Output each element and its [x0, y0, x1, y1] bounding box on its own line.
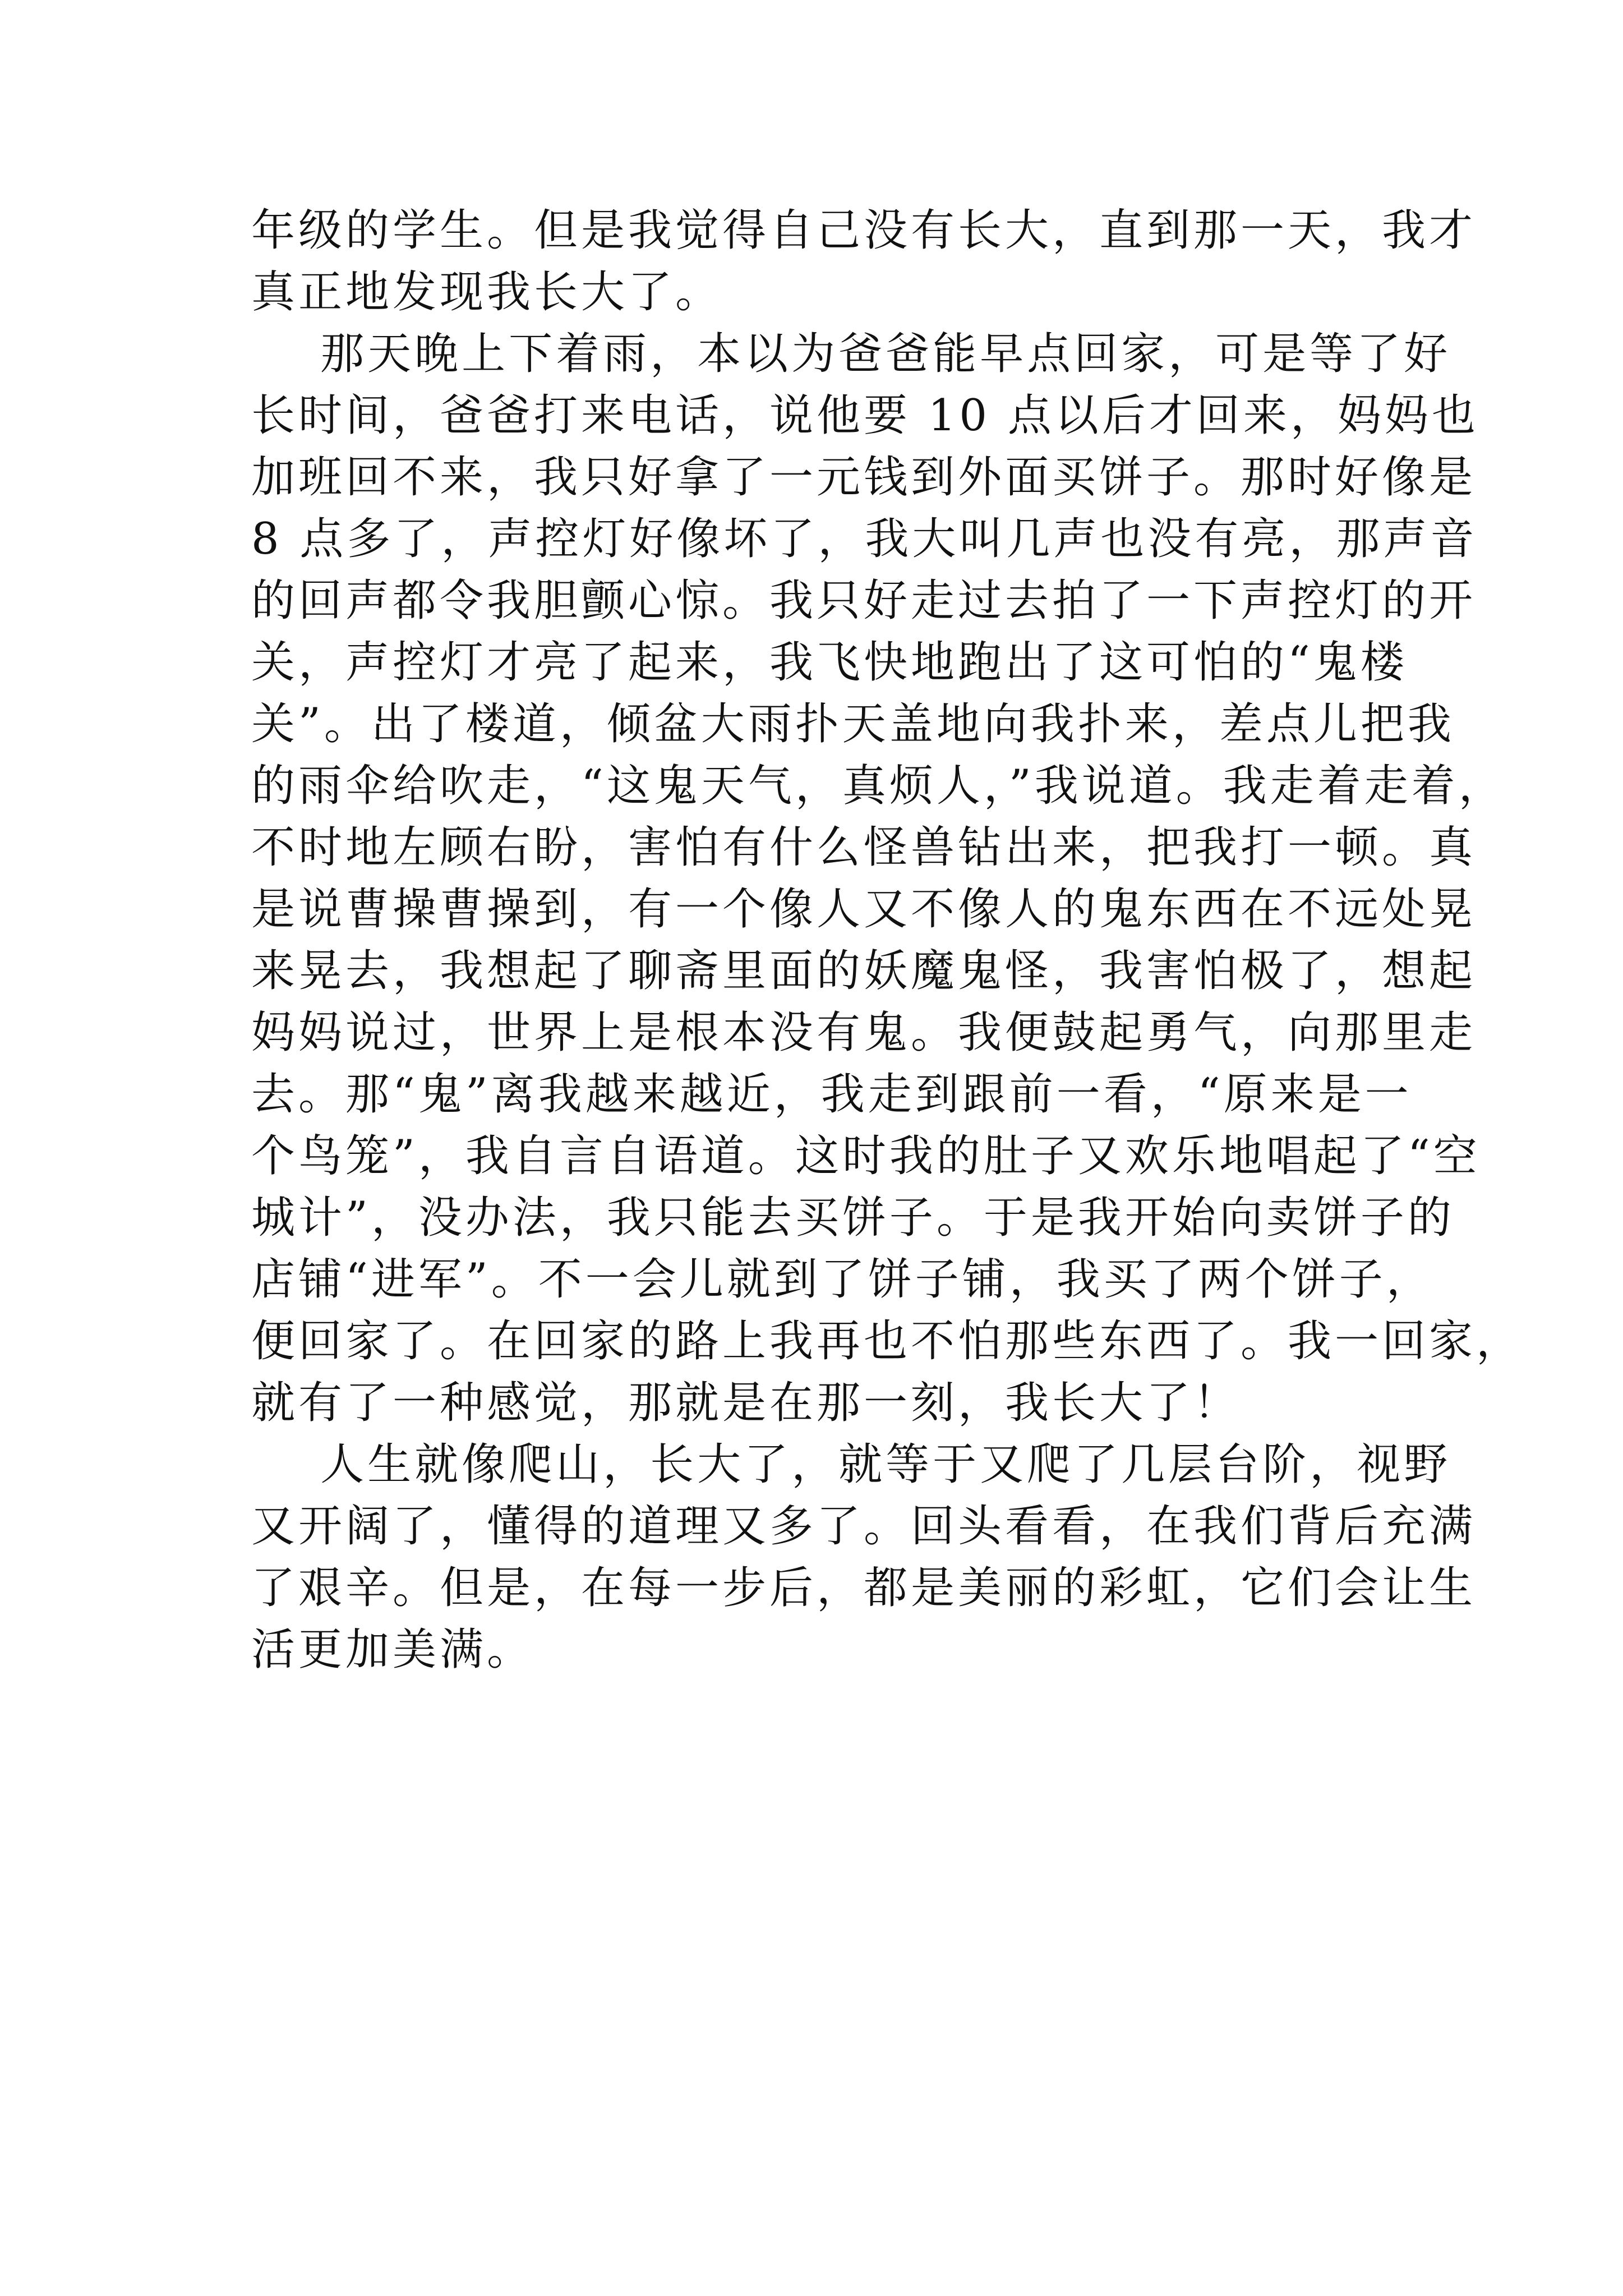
- text-line: 关”。出了楼道，倾盆大雨扑天盖地向我扑来，差点儿把我: [251, 699, 1455, 749]
- text-line: 的雨伞给吹走，“这鬼天气，真烦人，”我说道。我走着走着，: [251, 761, 1506, 811]
- text-line: 个鸟笼”，我自言自语道。这时我的肚子又欢乐地唱起了“空: [251, 1131, 1481, 1181]
- text-line: 城计”，没办法，我只能去买饼子。于是我开始向卖饼子的: [251, 1193, 1455, 1243]
- text-line: 便回家了。在回家的路上我再也不怕那些东西了。我一回家，: [251, 1316, 1524, 1366]
- text-line: 长时间，爸爸打来电话，说他要 10 点以后才回来，妈妈也: [251, 390, 1479, 441]
- text-line: 去。那“鬼”离我越来越近，我走到跟前一看，“原来是一: [251, 1069, 1412, 1120]
- text-line: 关，声控灯才亮了起来，我飞快地跑出了这可怕的“鬼楼: [251, 637, 1408, 688]
- text-line: 妈妈说过，世界上是根本没有鬼。我便鼓起勇气，向那里走: [251, 1007, 1477, 1058]
- text-line: 是说曹操曹操到，有一个像人又不像人的鬼东西在不远处晃: [251, 884, 1477, 935]
- text-line: 了艰辛。但是，在每一步后，都是美丽的彩虹，它们会让生: [251, 1563, 1477, 1613]
- paragraph-start-line: 人生就像爬山，长大了，就等于又爬了几层台阶，视野: [251, 1439, 1451, 1490]
- text-line: 8 点多了，声控灯好像坏了，我大叫几声也没有亮，那声音: [251, 514, 1478, 564]
- text-line: 年级的学生。但是我觉得自己没有长大，直到那一天，我才: [251, 205, 1477, 256]
- text-line: 的回声都令我胆颤心惊。我只好走过去拍了一下声控灯的开: [251, 576, 1477, 626]
- text-line: 来晃去，我想起了聊斋里面的妖魔鬼怪，我害怕极了，想起: [251, 946, 1477, 996]
- text-line: 不时地左顾右盼，害怕有什么怪兽钻出来，把我打一顿。真: [251, 822, 1477, 873]
- text-line: 店铺“进军”。不一会儿就到了饼子铺，我买了两个饼子，: [251, 1254, 1433, 1305]
- text-line: 真正地发现我长大了。: [251, 267, 723, 318]
- body-text: [251, 200, 1524, 1681]
- text-line: 就有了一种感觉，那就是在那一刻，我长大了！: [251, 1378, 1241, 1428]
- paragraph-start-line: 那天晚上下着雨，本以为爸爸能早点回家，可是等了好: [251, 329, 1451, 379]
- text-line: 加班回不来，我只好拿了一元钱到外面买饼子。那时好像是: [251, 452, 1477, 503]
- text-line: 活更加美满。: [251, 1625, 534, 1675]
- text-line: 又开阔了，懂得的道理又多了。回头看看，在我们背后充满: [251, 1501, 1477, 1552]
